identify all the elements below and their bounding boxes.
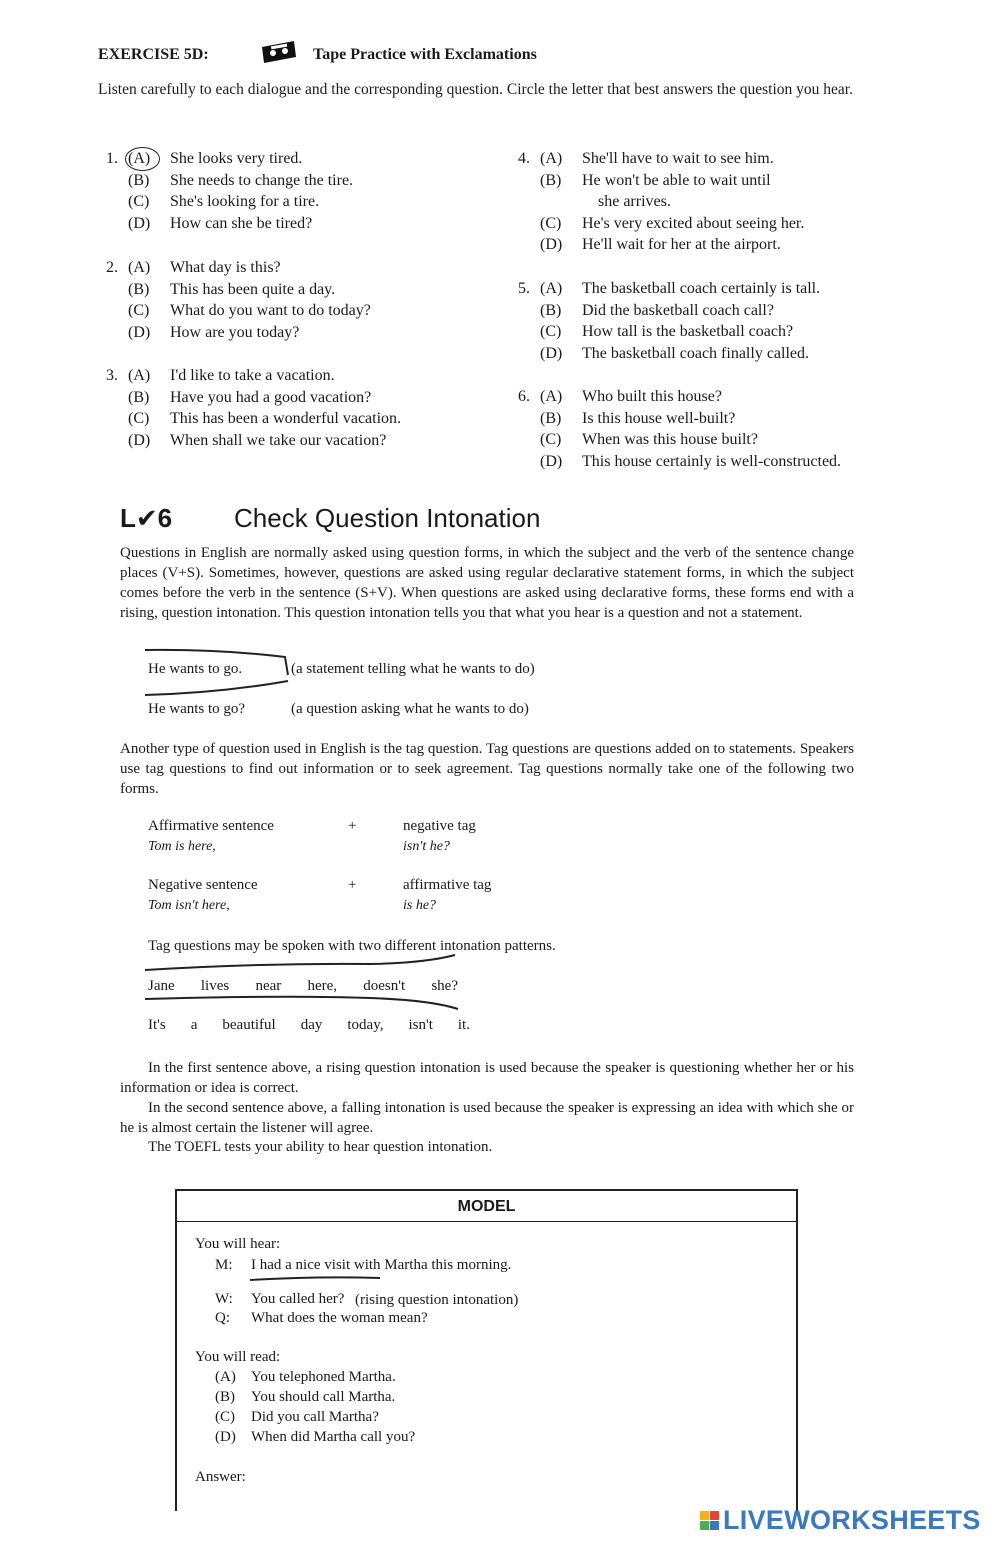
example-statement-note: (a statement telling what he wants to do) (291, 661, 535, 677)
option-letter: (A) (540, 388, 563, 405)
question-2 (106, 257, 371, 343)
option-text: He'll wait for her at the airport. (582, 236, 781, 253)
option-letter: (D) (128, 431, 151, 449)
option-letter: (D) (540, 452, 563, 470)
question-number: 1. (106, 150, 118, 167)
question-3 (106, 365, 401, 451)
option-letter: (D) (540, 236, 563, 253)
option-text: You telephoned Martha. (251, 1369, 396, 1385)
exercise-title: Tape Practice with Exclamations (313, 46, 537, 63)
question-number: 6. (518, 388, 530, 405)
form-left-label: Affirmative sentence (148, 818, 274, 834)
option-letter: (C) (540, 431, 562, 448)
option-letter: (B) (540, 301, 562, 319)
tag-example-falling (148, 1017, 470, 1034)
form-plus: + (348, 877, 357, 893)
question-number: 2. (106, 259, 118, 276)
option-text: He won't be able to wait until (582, 171, 771, 189)
word: Jane (148, 978, 175, 994)
option-text: Is this house well-built? (582, 409, 736, 427)
dialogue-line: What does the woman mean? (251, 1310, 428, 1326)
example-statement: He wants to go. (148, 661, 243, 677)
example-question: He wants to go? (148, 701, 246, 717)
tag-question-paragraph: Another type of question used in English is the tag question. Tag questions are questions added on to statements. Speakers use tag questions to find out information or to seek agreement. Tag questions normally take one of the following two forms. (120, 741, 854, 797)
option-letter (540, 191, 582, 213)
form-plus: + (348, 818, 357, 834)
option-letter: (B) (540, 171, 562, 189)
model-heading: MODEL (177, 1191, 796, 1222)
option-letter: (A) (128, 259, 151, 276)
word: It's (148, 1017, 166, 1033)
intonation-patterns-sentence: Tag questions may be spoken with two different intonation patterns. (148, 938, 556, 954)
option-letter: (D) (128, 323, 151, 341)
underline-mark (248, 1273, 388, 1283)
question-number: 5. (518, 280, 530, 297)
intro-paragraph: Questions in English are normally asked using question forms, in which the subject and the verb of the sentence change places (V+S). Sometimes, however, questions are asked using regular declarative statement forms, in which the subject comes before the verb in the sentence (S+V). When questions are asked using declarative forms, these forms end with a rising, question intonation. This question intonation tells you that what you hear is a question and not a statement. (120, 545, 854, 621)
option-text: She's looking for a tire. (170, 193, 320, 210)
option-letter: (D) (540, 344, 563, 362)
answer-circle-mark (125, 147, 160, 171)
option-text: Have you had a good vacation? (170, 388, 372, 406)
option-text: She needs to change the tire. (170, 171, 354, 189)
logo-text: LIVEWORKSHEETS (723, 1505, 981, 1535)
option-text: The basketball coach certainly is tall. (582, 280, 821, 297)
option-text: The basketball coach finally called. (582, 344, 810, 362)
option-letter: (C) (128, 410, 150, 427)
read-label: You will read: (195, 1349, 281, 1365)
section-title: Check Question Intonation (234, 503, 541, 533)
logo-blocks-icon (700, 1511, 719, 1530)
option-letter: (D) (128, 214, 151, 232)
section-number: L✔6 (120, 503, 173, 533)
dialogue-speaker: M: (215, 1257, 233, 1273)
word: it. (457, 1017, 470, 1033)
form-right-label: negative tag (403, 818, 476, 834)
word: today, (347, 1017, 384, 1033)
dialogue-note: (rising question intonation) (355, 1292, 519, 1308)
option-letter: (A) (128, 367, 151, 384)
option-letter: (B) (128, 171, 150, 189)
option-letter: (B) (128, 280, 150, 298)
option-text: What day is this? (170, 259, 281, 276)
tag-example-rising (148, 978, 458, 995)
option-letter: (D) (215, 1429, 236, 1445)
question-number: 3. (106, 367, 118, 384)
option-text: When shall we take our vacation? (170, 431, 387, 449)
exercise-label: EXERCISE 5D: (98, 46, 209, 63)
option-letter: (C) (215, 1409, 235, 1425)
question-6 (518, 386, 841, 472)
option-text: I'd like to take a vacation. (170, 367, 335, 384)
option-text: This has been a wonderful vacation. (170, 410, 402, 427)
option-text: This has been quite a day. (170, 280, 336, 298)
option-letter: (C) (540, 214, 562, 232)
dialogue-speaker: Q: (215, 1310, 230, 1326)
option-text: Who built this house? (582, 388, 722, 405)
option-text: He's very excited about seeing her. (582, 214, 805, 232)
option-text: She looks very tired. (170, 150, 303, 167)
exercise-instructions: Listen carefully to each dialogue and the corresponding question. Circle the letter that best answers the question you hear. (98, 81, 853, 98)
word: doesn't (363, 978, 406, 994)
option-letter: (B) (540, 409, 562, 427)
option-text: This house certainly is well-constructed. (582, 452, 842, 470)
option-text: How can she be tired? (170, 214, 313, 232)
form-right-example: is he? (403, 898, 437, 913)
option-text: Did the basketball coach call? (582, 301, 774, 319)
question-4 (518, 148, 804, 256)
hear-label: You will hear: (195, 1236, 281, 1252)
word: a (190, 1017, 198, 1033)
form-left-label: Negative sentence (148, 877, 258, 893)
word: isn't (408, 1017, 433, 1033)
liveworksheets-logo (700, 1505, 981, 1536)
form-left-example: Tom is here, (148, 839, 216, 854)
dialogue-line: I had a nice visit with Martha this morning. (251, 1257, 512, 1273)
option-letter: (C) (540, 323, 562, 340)
answer-label: Answer: (195, 1469, 246, 1485)
option-text: When did Martha call you? (251, 1429, 416, 1445)
word: lives (200, 978, 230, 994)
option-letter: (C) (128, 193, 150, 210)
option-text: How tall is the basketball coach? (582, 323, 794, 340)
form-right-example: isn't he? (403, 839, 450, 854)
word: day (300, 1017, 323, 1033)
option-text: How are you today? (170, 323, 300, 341)
question-5 (518, 278, 820, 364)
falling-explanation: In the second sentence above, a falling intonation is used because the speaker is expressing an idea with which she or he is almost certain the listener will agree. (120, 1100, 854, 1136)
option-letter: (A) (215, 1369, 236, 1385)
option-letter: (A) (540, 280, 563, 297)
word: near (255, 978, 282, 994)
option-letter: (C) (128, 302, 150, 319)
word: beautiful (222, 1017, 276, 1033)
rising-explanation: In the first sentence above, a rising question intonation is used because the speaker is questioning whether her or his information or idea is correct. (120, 1060, 854, 1096)
question-number: 4. (518, 150, 530, 167)
cassette-tape-icon (258, 39, 298, 65)
option-text: You should call Martha. (251, 1389, 396, 1405)
option-text: What do you want to do today? (170, 302, 371, 319)
example-question-note: (a question asking what he wants to do) (291, 701, 529, 717)
option-text: she arrives. (598, 193, 671, 210)
option-letter: (B) (215, 1389, 235, 1405)
word: here, (307, 978, 338, 994)
option-letter: (B) (128, 388, 150, 406)
dialogue-speaker: W: (215, 1291, 233, 1307)
option-letter: (A) (540, 150, 563, 167)
word: she? (431, 978, 458, 994)
option-text: When was this house built? (582, 431, 758, 448)
option-text: Did you call Martha? (251, 1409, 379, 1425)
toefl-note: The TOEFL tests your ability to hear question intonation. (148, 1139, 493, 1155)
dialogue-line: You called her? (251, 1291, 345, 1307)
option-letter: (A) (128, 150, 151, 167)
option-text: She'll have to wait to see him. (582, 150, 774, 167)
form-left-example: Tom isn't here, (148, 898, 230, 913)
form-right-label: affirmative tag (403, 877, 492, 893)
